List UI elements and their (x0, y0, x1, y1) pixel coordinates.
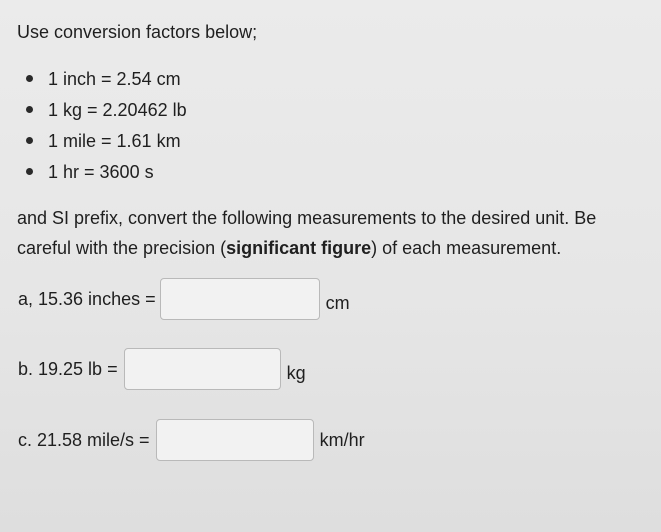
factor-mile-km: 1 mile = 1.61 km (48, 131, 181, 151)
factor-hr-s: 1 hr = 3600 s (48, 162, 154, 182)
factor-inch-cm: 1 inch = 2.54 cm (48, 69, 181, 89)
bullet-icon (26, 75, 33, 82)
question-b-label: b. 19.25 lb = (18, 358, 118, 379)
list-item (26, 128, 187, 159)
intro-text: Use conversion factors below; (17, 22, 258, 42)
answer-a-input[interactable] (160, 278, 320, 320)
question-c (18, 419, 365, 461)
instructions-part-1: and SI prefix, convert the following measurements to the desired unit. Be careful with the precision ( (17, 208, 597, 258)
instructions-bold: significant figure (226, 238, 372, 258)
question-a-label: a, 15.36 inches = (18, 288, 156, 309)
instructions-text (17, 203, 647, 263)
list-item (26, 159, 187, 190)
question-a (18, 278, 350, 320)
bullet-icon (26, 168, 33, 175)
answer-b-input[interactable] (124, 348, 281, 390)
question-c-label: c. 21.58 mile/s = (18, 429, 150, 450)
answer-c-input[interactable] (156, 419, 314, 461)
bullet-icon (26, 106, 33, 113)
answer-b-unit: kg (286, 362, 306, 383)
bullet-icon (26, 137, 33, 144)
factor-kg-lb: 1 kg = 2.20462 lb (48, 100, 187, 120)
answer-a-unit: cm (325, 292, 350, 313)
answer-c-unit: km/hr (319, 429, 365, 450)
instructions-part-2: ) of each measurement. (371, 238, 562, 258)
list-item (26, 66, 187, 97)
list-item (26, 97, 187, 128)
question-b (18, 348, 306, 390)
conversion-factor-list (26, 66, 187, 190)
